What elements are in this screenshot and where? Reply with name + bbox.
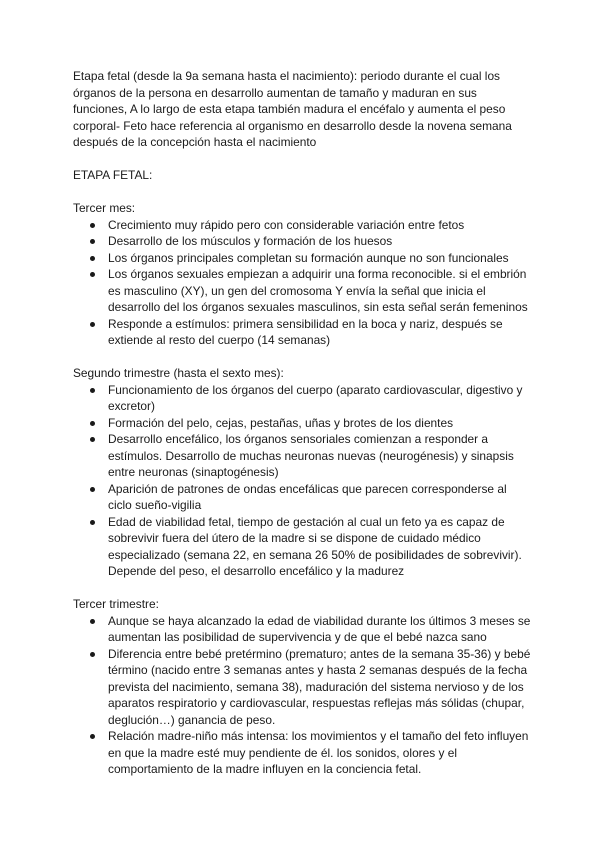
spacer: [73, 580, 533, 597]
list-item: Edad de viabilidad fetal, tiempo de gestación al cual un feto ya es capaz de sobrevivir fuera del útero de la madre si se dispone de cuidado médico especializado (semana 22, en semana 26 50% de posibilidades de sobrevivir). Depende del peso, el desarrollo encefálico y la madurez: [73, 514, 533, 580]
spacer: [73, 184, 533, 201]
list-tercer-trimestre: [73, 613, 533, 778]
list-item: Responde a estímulos: primera sensibilidad en la boca y nariz, después se extiende al resto del cuerpo (14 semanas): [73, 316, 533, 349]
list-item: Funcionamiento de los órganos del cuerpo (aparato cardiovascular, digestivo y excretor): [73, 382, 533, 415]
bullet-icon: [90, 520, 95, 525]
bullet-icon: [90, 322, 95, 327]
bullet-icon: [90, 272, 95, 277]
list-item: Diferencia entre bebé pretérmino (prematuro; antes de la semana 35-36) y bebé término (nacido entre 3 semanas antes y hasta 2 semanas después de la fecha prevista del nacimiento, semana 38), maduración del sistema nervioso y de los aparatos respiratorio y cardiovascular, respuestas reflejas más sólidas (chupar, deglución…) ganancia de peso.: [73, 646, 533, 729]
list-item: Los órganos sexuales empiezan a adquirir una forma reconocible. si el embrión es masculino (XY), un gen del cromosoma Y envía la señal que inicia el desarrollo del los órganos sexuales masculinos, sin esta señal serán femeninos: [73, 266, 533, 316]
bullet-icon: [90, 652, 95, 657]
bullet-icon: [90, 388, 95, 393]
bullet-icon: [90, 239, 95, 244]
list-item: Relación madre-niño más intensa: los movimientos y el tamaño del feto influyen en que la madre esté muy pendiente de él. los sonidos, olores y el comportamiento de la madre influyen en la conciencia fetal.: [73, 728, 533, 778]
bullet-icon: [90, 437, 95, 442]
list-item: Crecimiento muy rápido pero con considerable variación entre fetos: [73, 217, 533, 234]
list-segundo-trimestre: [73, 382, 533, 580]
document-body: [73, 68, 533, 778]
bullet-icon: [90, 619, 95, 624]
spacer: [73, 151, 533, 168]
list-item: Aunque se haya alcanzado la edad de viabilidad durante los últimos 3 meses se aumentan las posibilidad de supervivencia y de que el bebé nazca sano: [73, 613, 533, 646]
spacer: [73, 349, 533, 366]
bullet-icon: [90, 256, 95, 261]
heading-segundo-trimestre: Segundo trimestre (hasta el sexto mes):: [73, 366, 284, 380]
list-item: Desarrollo encefálico, los órganos sensoriales comienzan a responder a estímulos. Desarrollo de muchas neuronas nuevas (neurogénesis) y sinapsis entre neuronas (sinaptogénesis): [73, 431, 533, 481]
list-item: Los órganos principales completan su formación aunque no son funcionales: [73, 250, 533, 267]
list-item: Aparición de patrones de ondas encefálicas que parecen corresponderse al ciclo sueño-vigilia: [73, 481, 533, 514]
heading-tercer-mes: Tercer mes:: [73, 201, 136, 215]
intro-paragraph: Etapa fetal (desde la 9a semana hasta el nacimiento): periodo durante el cual los órganos de la persona en desarrollo aumentan de tamaño y maduran en sus funciones, A lo largo de esta etapa también madura el encéfalo y aumenta el peso corporal- Feto hace referencia al organismo en desarrollo desde la novena semana después de la concepción hasta el nacimiento: [73, 69, 512, 149]
bullet-icon: [90, 421, 95, 426]
list-item: Formación del pelo, cejas, pestañas, uñas y brotes de los dientes: [73, 415, 533, 432]
section-title: ETAPA FETAL:: [73, 168, 153, 182]
list-item: Desarrollo de los músculos y formación de los huesos: [73, 233, 533, 250]
bullet-icon: [90, 223, 95, 228]
bullet-icon: [90, 734, 95, 739]
bullet-icon: [90, 487, 95, 492]
list-tercer-mes: [73, 217, 533, 349]
heading-tercer-trimestre: Tercer trimestre:: [73, 597, 159, 611]
